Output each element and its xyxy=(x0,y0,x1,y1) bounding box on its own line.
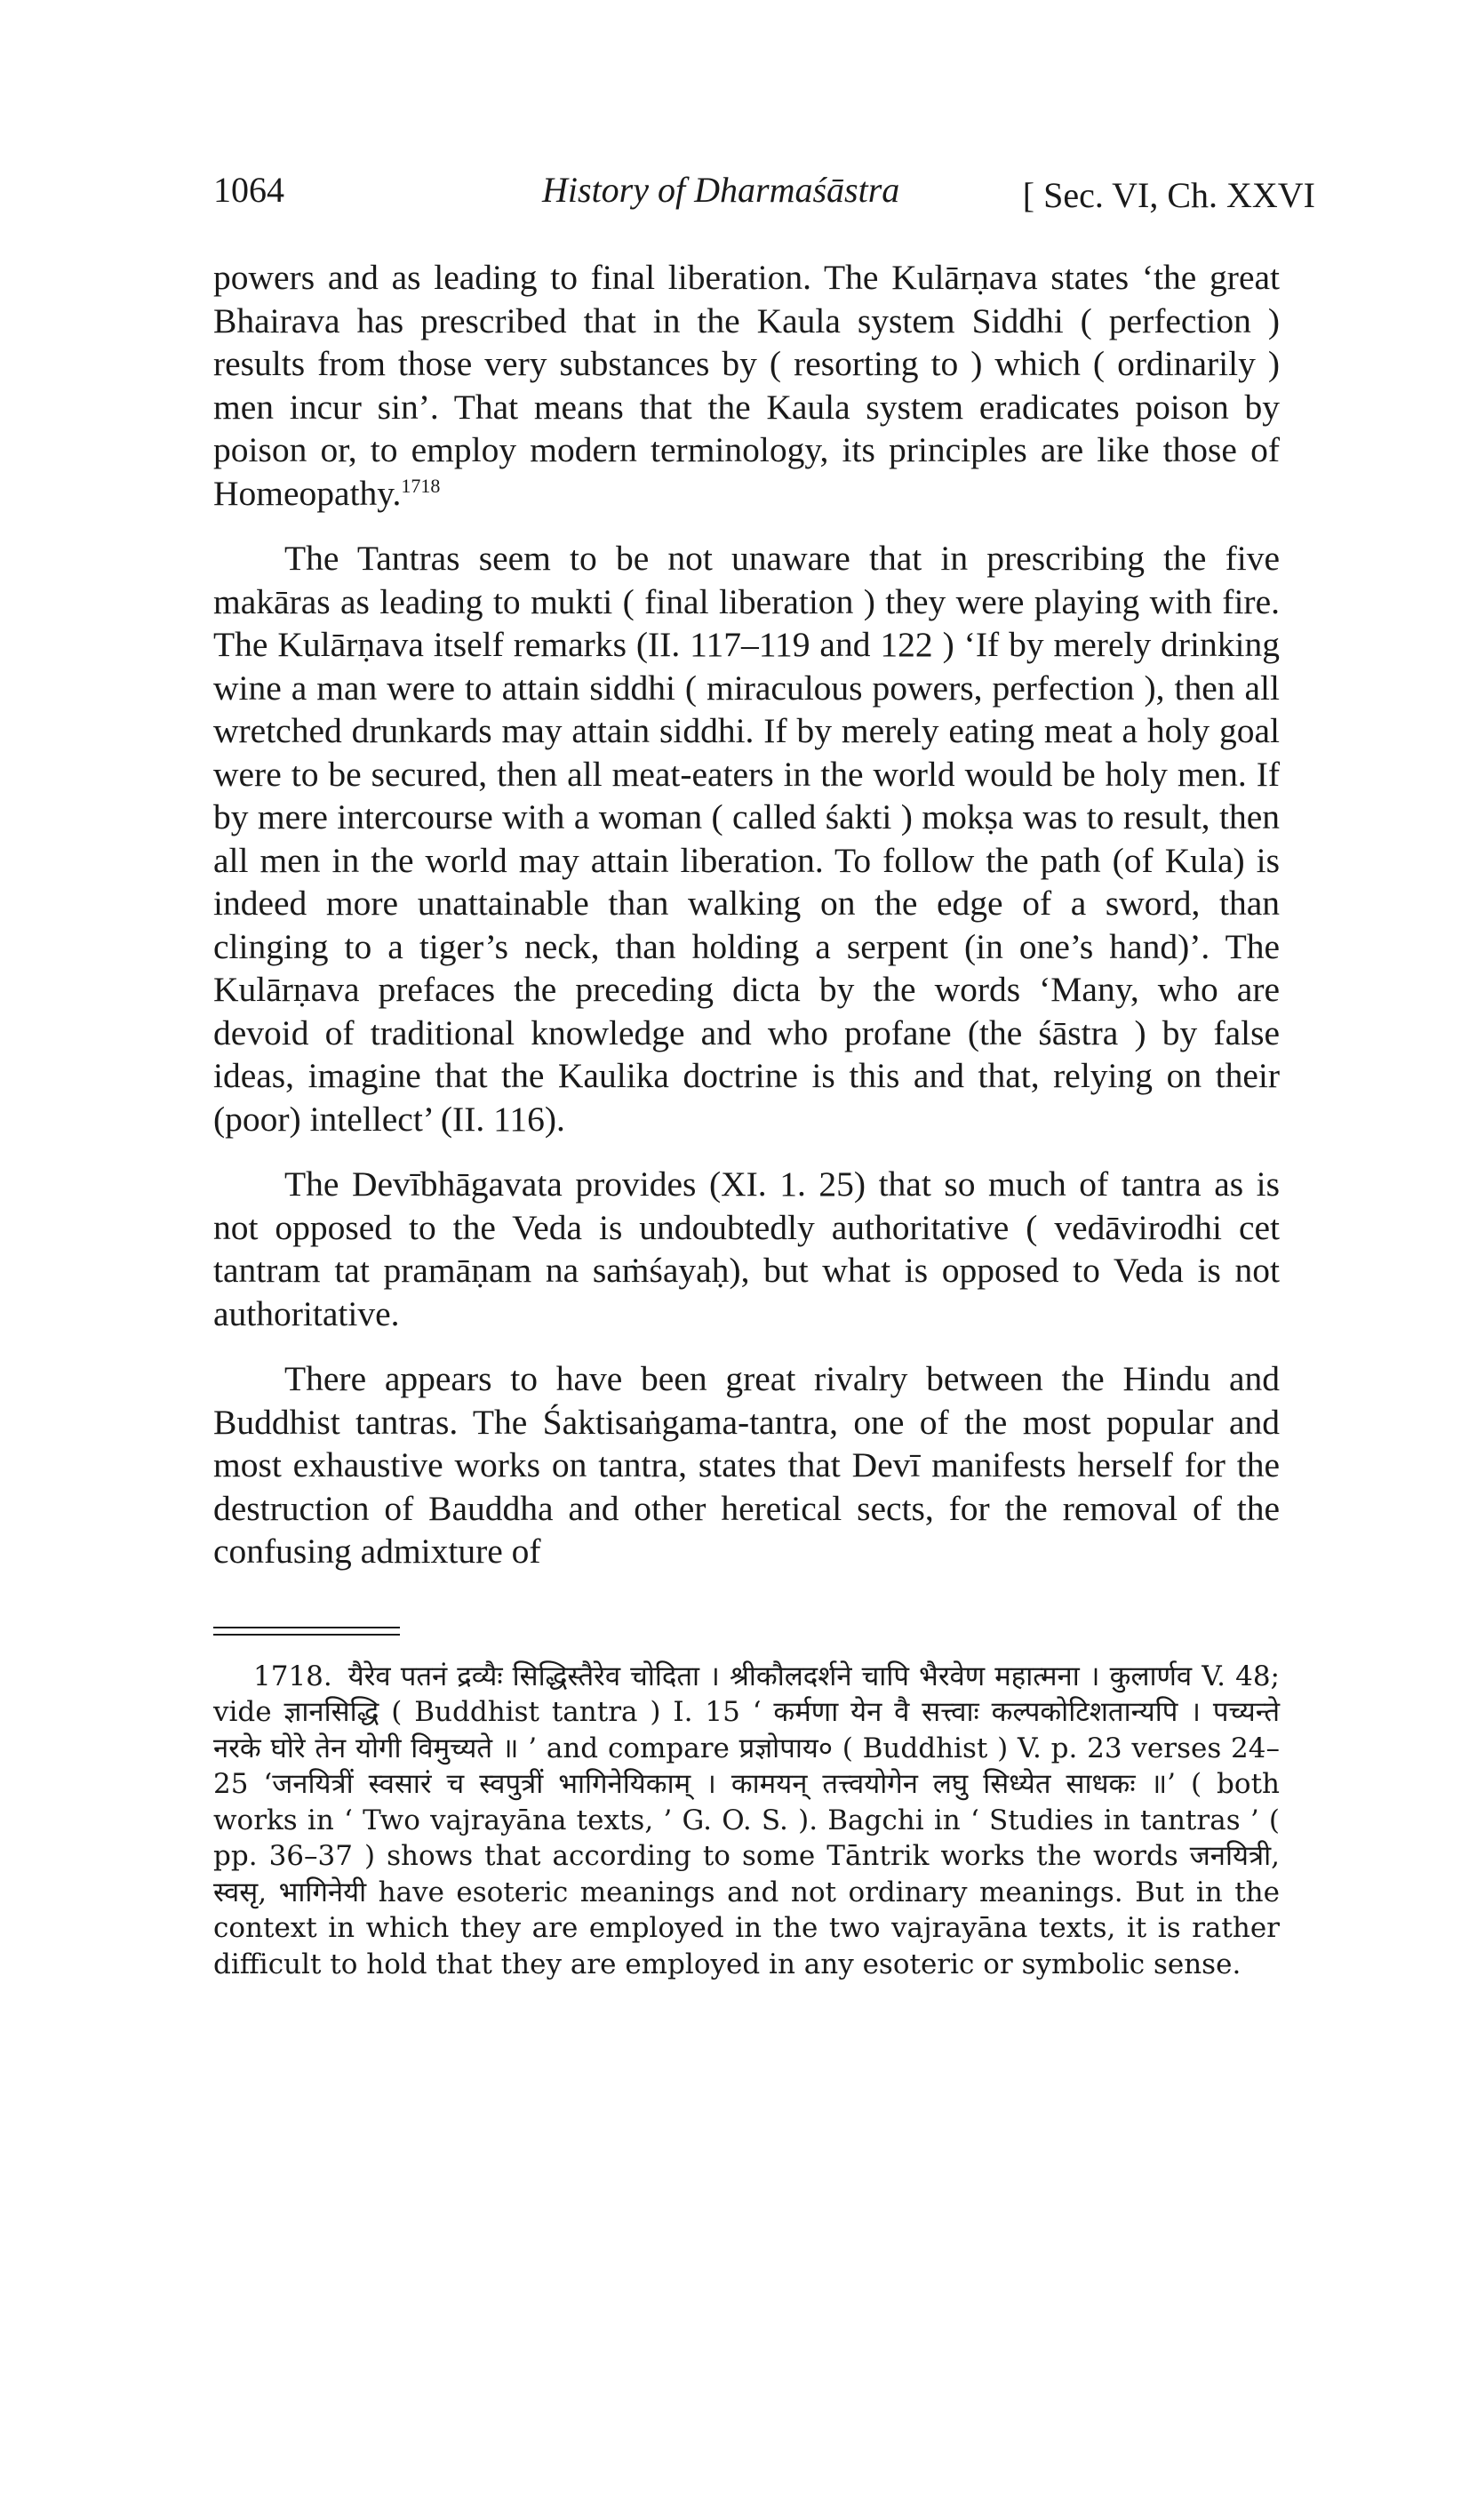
book-page xyxy=(213,169,1315,1982)
body-text xyxy=(213,256,1280,1573)
footnote xyxy=(213,1659,1280,1983)
page-number: 1064 xyxy=(213,170,284,210)
paragraph-3: The Devībhāgavata provides (XI. 1. 25) that so much of tantra as is not opposed to the Veda is undoubtedly authoritative ( vedāvirodhi cet tantram tat pramāṇam na saṁśayaḥ), but what is opposed to Veda is not authoritative. xyxy=(213,1164,1280,1333)
paragraph-1 xyxy=(213,256,1280,515)
page-header xyxy=(213,169,1315,222)
footnote-reference[interactable]: 1718 xyxy=(401,474,441,497)
footnote-divider-second xyxy=(213,1634,400,1636)
footnote-number: 1718. xyxy=(253,1660,332,1692)
section-reference: [ Sec. VI, Ch. XXVI xyxy=(1022,175,1315,215)
paragraph-1-text: powers and as leading to final liberation. The Kulārṇava states ‘the great Bhairava has prescribed that in the Kaula system Siddhi ( perfection ) results from those very substances by ( resorting to ) which ( ordinarily ) men incur sin’. That means that the Kaula system eradicates poison by poison or, to employ modern terminology, its principles are like those of Homeopathy. xyxy=(213,258,1280,513)
paragraph-4: There appears to have been great rivalry between the Hindu and Buddhist tantras. The Śaktisaṅgama-tantra, one of the most popular and most exhaustive works on tantra, states that Devī manifests herself for the destruction of Bauddha and other heretical sects, for the removal of the confusing admixture of xyxy=(213,1359,1280,1571)
footnote-text: यैरेव पतनं द्रव्यैः सिद्धिस्तैरेव चोदिता । श्रीकौलदर्शने चापि भैरवेण महात्मना । कुलार्णव V. 48; vide ज्ञानसिद्धि ( Buddhist tantra ) I. 15 ‘ कर्मणा येन वै सत्त्वाः कल्पकोटिशतान्यपि । पच्यन्ते नरके घोरे तेन योगी विमुच्यते ॥ ’ and compare प्रज्ञोपाय० ( Buddhist ) V. p. 23 verses 24–25 ‘जनयित्रीं स्वसारं च स्वपुत्रीं भागिनेयिकाम् । कामयन् तत्त्वयोगेन लघु सिध्येत साधकः ॥’ ( both works in ‘ Two vajrayāna texts, ’ G. O. S. ). Bagchi in ‘ Studies in tantras ’ ( pp. 36–37 ) shows that according to some Tāntrik works the words जनयित्री, स्वसृ, भागिनेयी have esoteric meanings and not ordinary meanings. But in the context in which they are employed in the two vajrayāna texts, it is rather difficult to hold that they are employed in any esoteric or symbolic sense. xyxy=(213,1660,1280,1980)
running-title: History of Dharmaśāstra xyxy=(542,170,900,210)
footnote-divider xyxy=(213,1627,400,1628)
paragraph-2: The Tantras seem to be not unaware that in prescribing the five makāras as leading to mukti ( final liberation ) they were playing with fire. The Kulārṇava itself remarks (II. 117–119 and 122 ) ‘If by merely drinking wine a man were to attain siddhi ( miraculous powers, perfection ), then all wretched drunkards may attain siddhi. If by merely eating meat a holy goal were to be secured, then all meat-eaters in the world would be holy men. If by mere intercourse with a woman ( called śakti ) mokṣa was to result, then all men in the world may attain liberation. To follow the path (of Kula) is indeed more unattainable than walking on the edge of a sword, than clinging to a tiger’s neck, than holding a serpent (in one’s hand)’. The Kulārṇava prefaces the preceding dicta by the words ‘Many, who are devoid of traditional knowledge and who profane (the śāstra ) by false ideas, imagine that the Kaulika doctrine is this and that, relying on their (poor) intellect’ (II. 116). xyxy=(213,539,1280,1139)
